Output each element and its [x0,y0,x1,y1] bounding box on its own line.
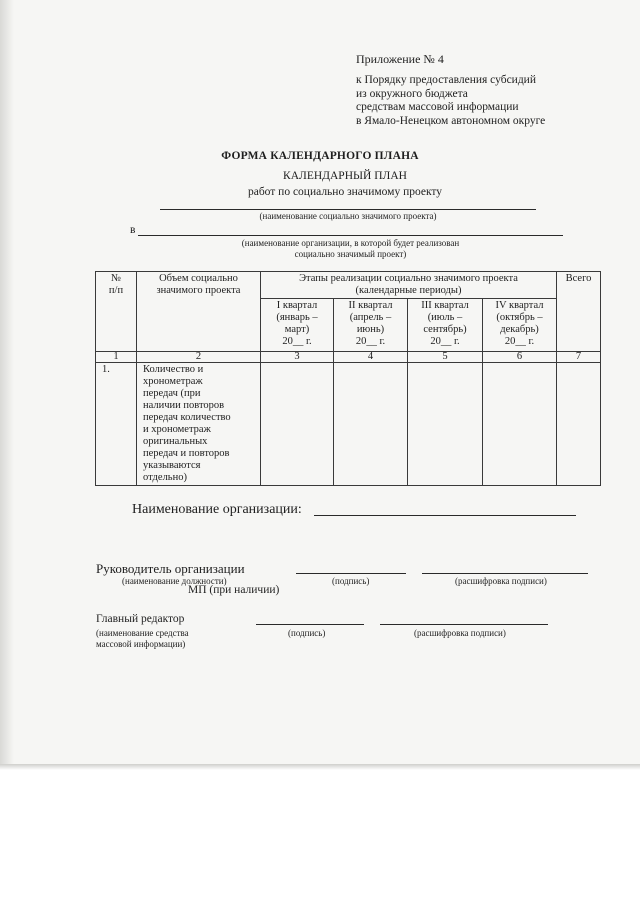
head-position-caption: (наименование должности) [122,576,227,586]
column-number: 7 [557,352,601,363]
column-number: 1 [96,352,137,363]
column-number: 2 [137,352,261,363]
scan-edge-shadow [0,0,14,768]
column-number-row [96,352,601,363]
table-header-row [96,272,601,299]
head-decoding-line [422,573,588,574]
header-total: Всего [557,272,601,352]
editor-signature-line [256,624,364,625]
row-quarter-2-cell [334,363,408,486]
project-name-line [160,209,536,210]
appendix-title: Приложение № 4 [356,52,444,66]
head-label: Руководитель организации [96,561,245,576]
form-title: ФОРМА КАЛЕНДАРНОГО ПЛАНА [221,150,419,162]
column-number: 3 [261,352,334,363]
appendix-line: из окружного бюджета [356,87,468,100]
head-signature-caption: (подпись) [332,576,370,586]
organization-caption: (наименование организации, в которой будет реализован [241,238,460,248]
v-label: в [130,224,136,236]
column-number: 6 [483,352,557,363]
page-bottom-edge [0,764,640,770]
header-quarter-2: II квартал (апрель – июнь) 20__ г. [334,299,408,352]
header-volume: Объем социально значимого проекта [137,272,261,352]
appendix-line: к Порядку предоставления субсидий [356,74,536,86]
editor-caption: массовой информации) [96,638,186,649]
table-row [96,363,601,486]
editor-decoding-caption: (расшифровка подписи) [414,628,506,638]
header-quarter-1: I квартал (январь – март) 20__ г. [261,299,334,352]
row-quarter-4-cell [483,363,557,486]
appendix-line: средствам массовой информации [356,101,519,113]
row-num: 1. [96,363,137,486]
row-quarter-3-cell [408,363,483,486]
calendar-plan-table [95,271,601,486]
row-volume: Количество и хронометраж передач (при наличии повторов передач количество и хронометраж оригинальных передач и повторов указываются отдельно) [137,363,261,486]
row-quarter-1-cell [261,363,334,486]
plan-title: КАЛЕНДАРНЫЙ ПЛАН [283,170,407,182]
head-signature-line [296,573,406,574]
organization-line [138,235,563,236]
organization-name-line [314,515,576,516]
header-quarter-4: IV квартал (октябрь – декабрь) 20__ г. [483,299,557,352]
editor-label: Главный редактор [96,613,185,625]
head-decoding-caption: (расшифровка подписи) [455,576,547,586]
editor-caption: (наименование средства [96,628,189,638]
editor-signature-caption: (подпись) [288,628,326,638]
organization-name-label: Наименование организации: [132,502,302,517]
project-name-caption: (наименование социально значимого проекта) [259,211,437,221]
column-number: 5 [408,352,483,363]
row-total-cell [557,363,601,486]
stamp-label: МП (при наличии) [188,584,280,596]
appendix-line: в Ямало-Ненецком автономном округе [356,114,546,127]
column-number: 4 [334,352,408,363]
plan-subtitle: работ по социально значимому проекту [247,186,443,198]
header-num: № п/п [96,272,137,352]
editor-decoding-line [380,624,548,625]
header-stages: Этапы реализации социально значимого проекта (календарные периоды) [261,272,557,299]
organization-caption: социально значимый проект) [294,249,407,259]
header-quarter-3: III квартал (июль – сентябрь) 20__ г. [408,299,483,352]
